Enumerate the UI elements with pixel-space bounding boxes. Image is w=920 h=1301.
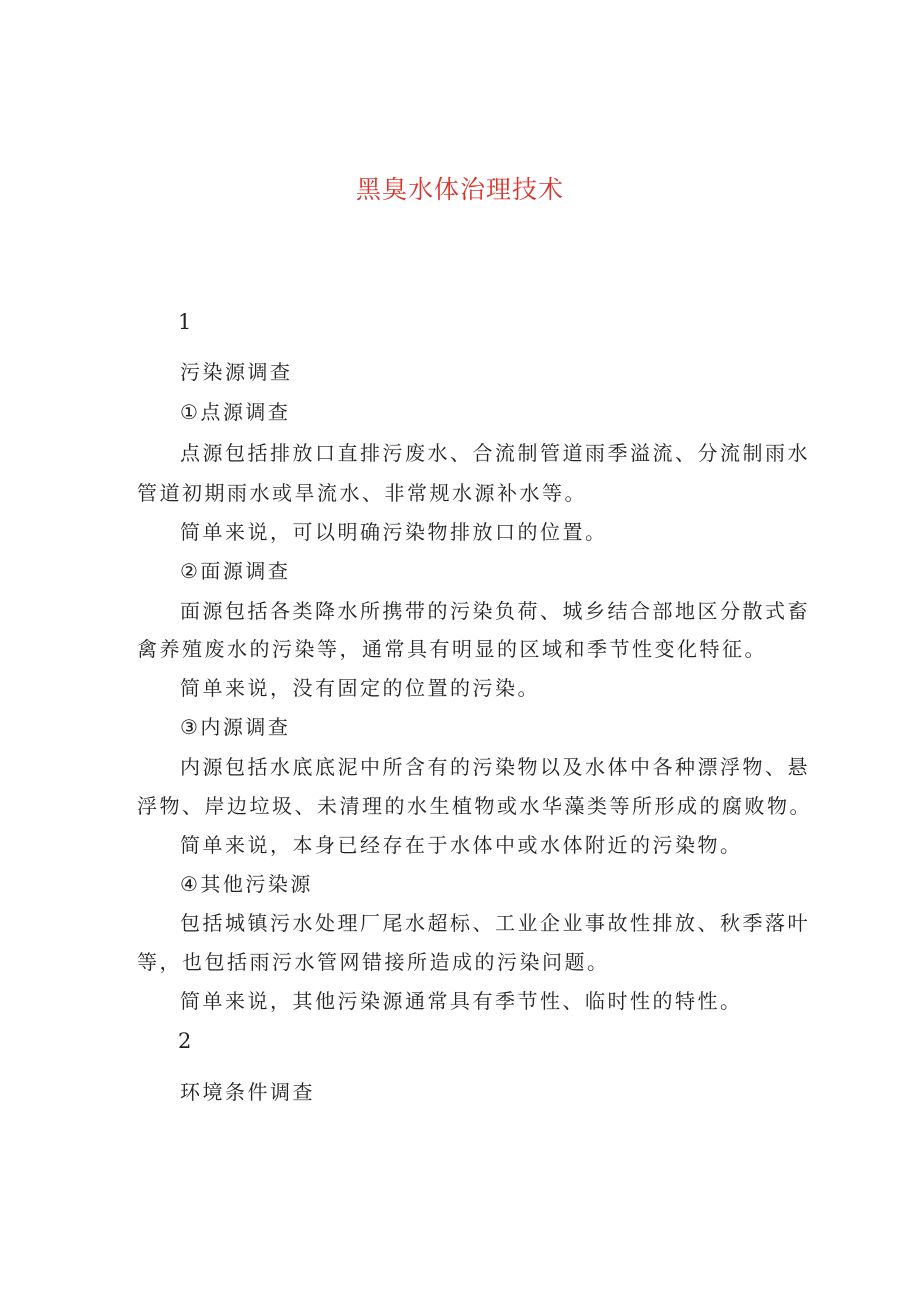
point-source-heading: ①点源调查 xyxy=(180,400,291,424)
internal-source-heading: ③内源调查 xyxy=(180,715,291,739)
document-title: 黑臭水体治理技术 xyxy=(355,175,564,204)
internal-source-summary: 简单来说，本身已经存在于水体中或水体附近的污染物。 xyxy=(180,833,743,857)
point-source-body-line1: 点源包括排放口直排污废水、合流制管道雨季溢流、分流制雨水 xyxy=(180,441,810,465)
area-source-body-line1: 面源包括各类降水所携带的污染负荷、城乡结合部地区分散式畜 xyxy=(180,599,810,623)
area-source-body-line2: 禽养殖废水的污染等，通常具有明显的区域和季节性变化特征。 xyxy=(137,637,767,661)
area-source-summary: 简单来说，没有固定的位置的污染。 xyxy=(180,676,540,700)
section-heading-2: 环境条件调查 xyxy=(180,1080,315,1104)
section-number-2: 2 xyxy=(178,1029,192,1053)
section-heading-1: 污染源调查 xyxy=(180,360,293,384)
other-source-body-line1: 包括城镇污水处理厂尾水超标、工业企业事故性排放、秋季落叶 xyxy=(180,911,810,935)
point-source-summary: 简单来说，可以明确污染物排放口的位置。 xyxy=(180,520,608,544)
area-source-heading: ②面源调查 xyxy=(180,559,291,583)
other-source-heading: ④其他污染源 xyxy=(180,872,313,896)
point-source-body-line2: 管道初期雨水或旱流水、非常规水源补水等。 xyxy=(137,481,587,505)
internal-source-body-line2: 浮物、岸边垃圾、未清理的水生植物或水华藻类等所形成的腐败物。 xyxy=(137,794,812,818)
other-source-summary: 简单来说，其他污染源通常具有季节性、临时性的特性。 xyxy=(180,989,743,1013)
section-number-1: 1 xyxy=(178,310,192,334)
internal-source-body-line1: 内源包括水底底泥中所含有的污染物以及水体中各种漂浮物、悬 xyxy=(180,755,810,779)
other-source-body-line2: 等，也包括雨污水管网错接所造成的污染问题。 xyxy=(137,950,610,974)
